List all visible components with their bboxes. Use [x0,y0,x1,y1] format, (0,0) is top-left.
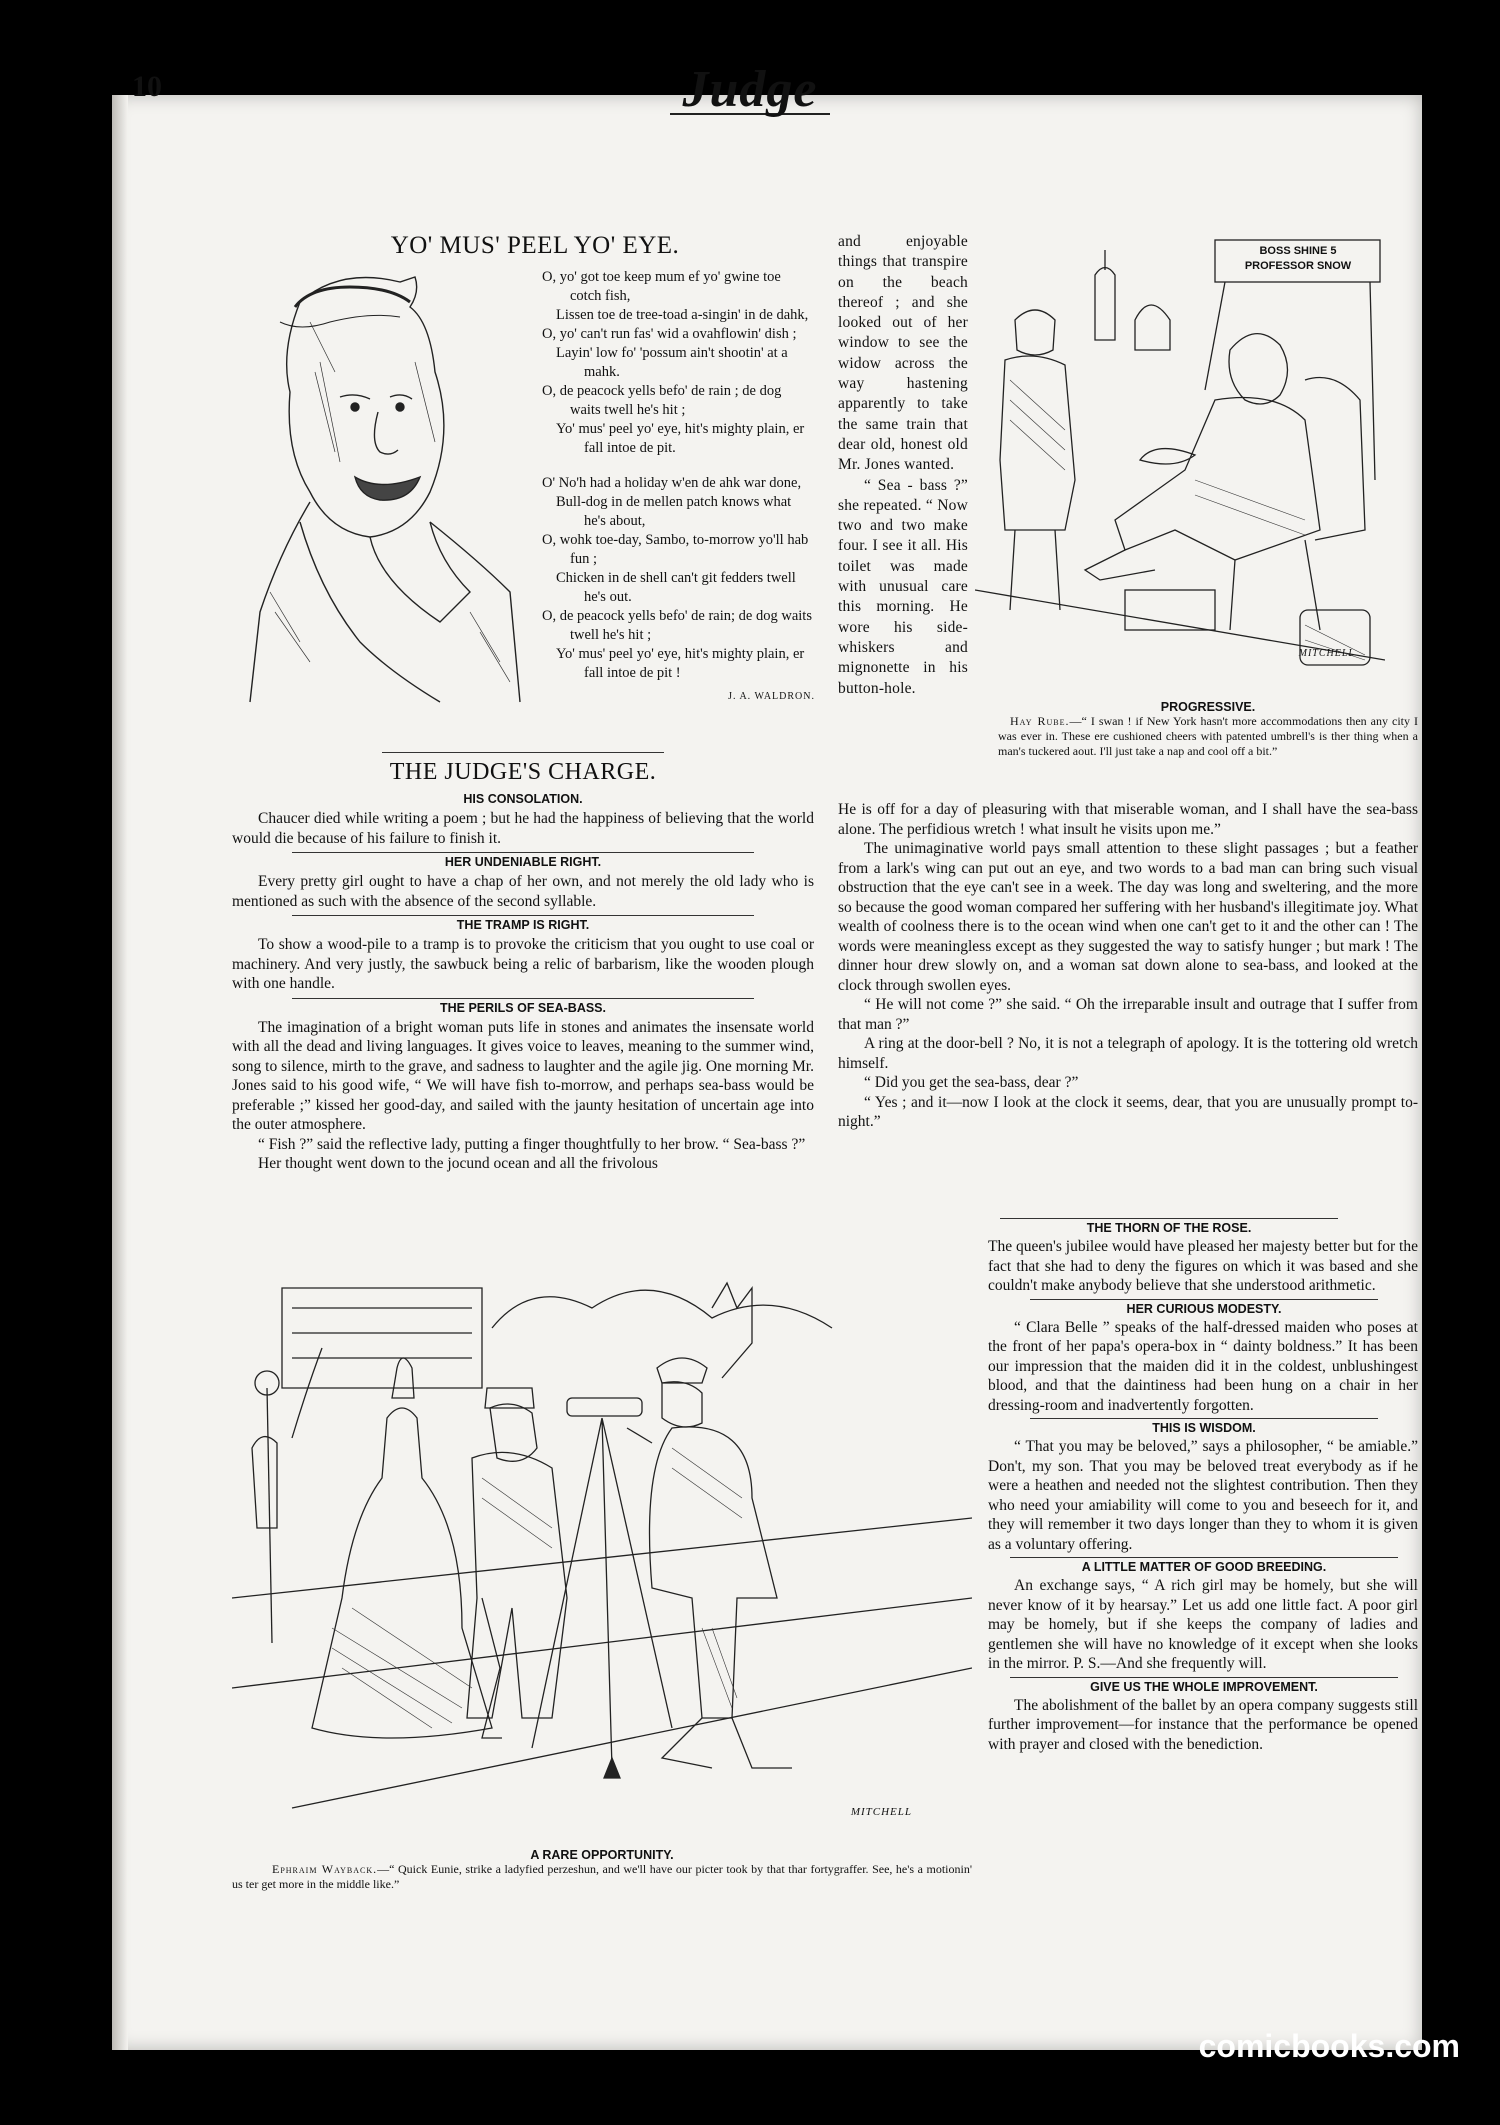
continued-story [838,800,1418,1132]
section-heading: THE TRAMP IS RIGHT. [292,915,754,932]
paragraph: Chaucer died while writing a poem ; but he had the happiness of believing that the world would die because of his failure to finish it. [232,810,814,847]
cartoon-progressive [975,230,1385,690]
cartoon-progressive-caption [998,700,1418,759]
caption-text [232,1862,972,1892]
section-heading: GIVE US THE WHOLE IMPROVEMENT. [1010,1677,1398,1694]
masthead-logo: Judge [620,60,880,115]
sign-text: BOSS SHINE 5 [1259,245,1337,257]
caption-title: A RARE OPPORTUNITY. [530,1848,674,1862]
poem-line: Layin' low fo' 'possum ain't shootin' at a mahk. [556,345,788,380]
poem-title: YO' MUS' PEEL YO' EYE. [390,232,680,259]
section-heading: THIS IS WISDOM. [1030,1418,1378,1435]
artist-signature: MITCHELL [1298,648,1355,659]
section-heading: THE PERILS OF SEA-BASS. [292,998,754,1015]
paragraph: “ Did you get the sea-bass, dear ?” [864,1074,1079,1091]
paragraph: A ring at the door-bell ? No, it is not a telegraph of apology. It is the tottering old wretch himself. [838,1035,1418,1072]
artist-signature: MITCHELL [850,1806,912,1818]
caption-title: PROGRESSIVE. [1160,700,1256,714]
poem-title-wrap [240,232,830,260]
section-heading: HER UNDENIABLE RIGHT. [292,852,754,869]
paragraph: “ Yes ; and it—now I look at the clock it seems, dear, that you are unusually prompt to-night.” [838,1093,1418,1130]
watermark: comicbooks.com [1198,2028,1460,2064]
poem-line: Bull-dog in de mellen patch knows what he's about, [556,494,792,529]
poem-line: Yo' mus' peel yo' eye, hit's mighty plain, er fall intoe de pit. [556,421,805,456]
paragraph: “ Clara Belle ” speaks of the half-dressed maiden who poses at the front of her papa's opera-box in “ dainty boldness.” It has been our impression that the maiden did it in the coldest, unblushingest blood, and that the daintiness had been hung on a chair in her dressing-room and inadvertently forgotten. [988,1318,1418,1414]
caption-speaker: Hay Rube. [1010,714,1070,728]
divider [382,752,664,753]
paragraph: The abolishment of the ballet by an opera company suggests still further improvement—for instance that the performance be opened with prayer and closed with the benediction. [988,1696,1418,1753]
page-number: 10 [132,70,162,103]
poem-signature: J. A. WALDRON. [728,691,815,702]
paragraph: He is off for a day of pleasuring with that miserable woman, and I shall have the sea-bass alone. The perfidious wretch ! what insult he visits upon me.” [838,801,1418,838]
paragraph: The unimaginative world pays small attention to these slight passages ; but a feather from a lark's wing can put out an eye, and two words to a bad man can bring such visual obstruction that the eye can't see in a week. The day was long and sweltering, and the more so because the good woman compared her suffering with her husband's illegitimate joy. What wealth of coolness there is to the ocean wind when one can't get to it and the other can ! The words were meaningless except as they suggested the way to satisfy hunger ; but mark ! The dinner hour drew slowly on, and a woman sat down alone to sea-bass, and looked at the clock through swollen eyes. [838,840,1418,994]
caption-speaker: Ephraim Wayback. [272,1862,378,1876]
poem-line: O' No'h had a holiday w'en de ahk war done, [542,475,802,491]
narrow-column [838,232,968,699]
paragraph: The imagination of a bright woman puts life in stones and animates the insensate world with all the dead and living languages. It gives voice to leaves, meaning to the summer wind, song to silence, mirth to the grave, and sadness to laughter and the agile jig. One morning Mr. Jones said to his good wife, “ We will have fish to-morrow, and perhaps sea-bass would be preferable ;” kissed her good-day, and sailed with the jaunty hesitation of uncertain age into the outer atmosphere. [232,1018,814,1133]
sign-text: PROFESSOR SNOW [1244,260,1352,272]
poem-line: Yo' mus' peel yo' eye, hit's mighty plain, er fall intoe de pit ! [556,646,805,681]
section-heading: HIS CONSOLATION. [463,792,583,806]
caption-quote: —“ Quick Eunie, strike a ladyfied perzeshun, and we'll have our picter took by that thar fortygraffer. See, he's a motionin' us ter get more in the middle like.” [232,1862,972,1891]
poem-line: O, wohk toe-day, Sambo, to-morrow yo'll hab fun ; [542,532,809,567]
portrait-illustration [240,262,530,712]
poem-body [530,268,815,706]
section-heading: HER CURIOUS MODESTY. [1030,1299,1378,1316]
charge-title: THE JUDGE'S CHARGE. [389,759,657,785]
paragraph: “ That you may be beloved,” says a philosopher, “ be amiable.” Don't, my son. That you may be beloved treat everybody as if he were a heathen and needed not the slightest contribution. Then they who need your amiability will come to you and beseech for it, and they will remember it two days longer than they to whom it is given as a voluntary offering. [988,1438,1418,1553]
poem-line: Lissen toe de tree-toad a-singin' in de dahk, [556,307,809,323]
poem-line: O, de peacock yells befo' de rain; de dog waits twell he's hit ; [542,608,812,643]
paragraph: Every pretty girl ought to have a chap of her own, and not merely the old lady who is mentioned as such with the absence of the second syllable. [232,873,814,910]
paragraph: “ Sea - bass ?” she repeated. “ Now two and two make four. I see it all. His toilet was made with unusual care this morning. He wore his side-whiskers and mignonette in his button-hole. [838,476,968,697]
cartoon-rare-opportunity-caption [232,1848,972,1892]
poem-line: Chicken in de shell can't git fedders twell he's out. [556,570,796,605]
paragraph: The queen's jubilee would have pleased her majesty better but for the fact that she had to deny the figures on which it was based and she couldn't make anybody believe that she understood arithmetic. [988,1238,1418,1294]
cartoon-rare-opportunity [232,1268,972,1838]
poem-line: O, yo' got toe keep mum ef yo' gwine toe cotch fish, [542,269,781,304]
shoeshine-sign [1223,244,1373,274]
paragraph: and enjoyable things that transpire on the beach thereof ; and she looked out of her window to see the widow across the way hastening apparently to take the same train that dear old, honest old Mr. Jones wanted. [838,233,968,474]
section-heading: THE THORN OF THE ROSE. [1000,1218,1338,1235]
paragraph: “ Fish ?” said the reflective lady, putting a finger thoughtfully to her brow. “ Sea-bass ?” [258,1135,806,1153]
caption-quote: —“ I swan ! if New York hasn't more accommodations then any city I was ever in. These ere cushioned cheers with patented umbrell's is ther thing when a man's tuckered aout. I'll just take a nap and cool off a bit.” [998,714,1418,758]
paragraph: “ He will not come ?” she said. “ Oh the irreparable insult and outrage that I suffer from that man ?” [838,996,1418,1033]
caption-text [998,714,1418,759]
paragraph: An exchange says, “ A rich girl may be homely, but she will never know of it by hearsay.” Let us add one little fact. A poor girl may be homely, but if she keeps the company of ladies and gentlemen she will have no knowledge of it except when she looks in the mirror. P. S.—And she frequently will. [988,1577,1418,1672]
paragraph: To show a wood-pile to a tramp is to provoke the criticism that you ought to use coal or machinery. And very justly, the sawbuck being a relic of barbarism, like the wooden plough with one handle. [232,936,814,992]
judges-charge [232,752,814,1174]
poem-line: O, yo' can't run fas' wid a ovahflowin' dish ; [542,326,797,342]
paragraph: Her thought went down to the jocund ocean and all the frivolous [258,1155,658,1172]
poem-line: O, de peacock yells befo' de rain ; de dog waits twell he's hit ; [542,383,782,418]
section-heading: A LITTLE MATTER OF GOOD BREEDING. [1010,1557,1398,1574]
